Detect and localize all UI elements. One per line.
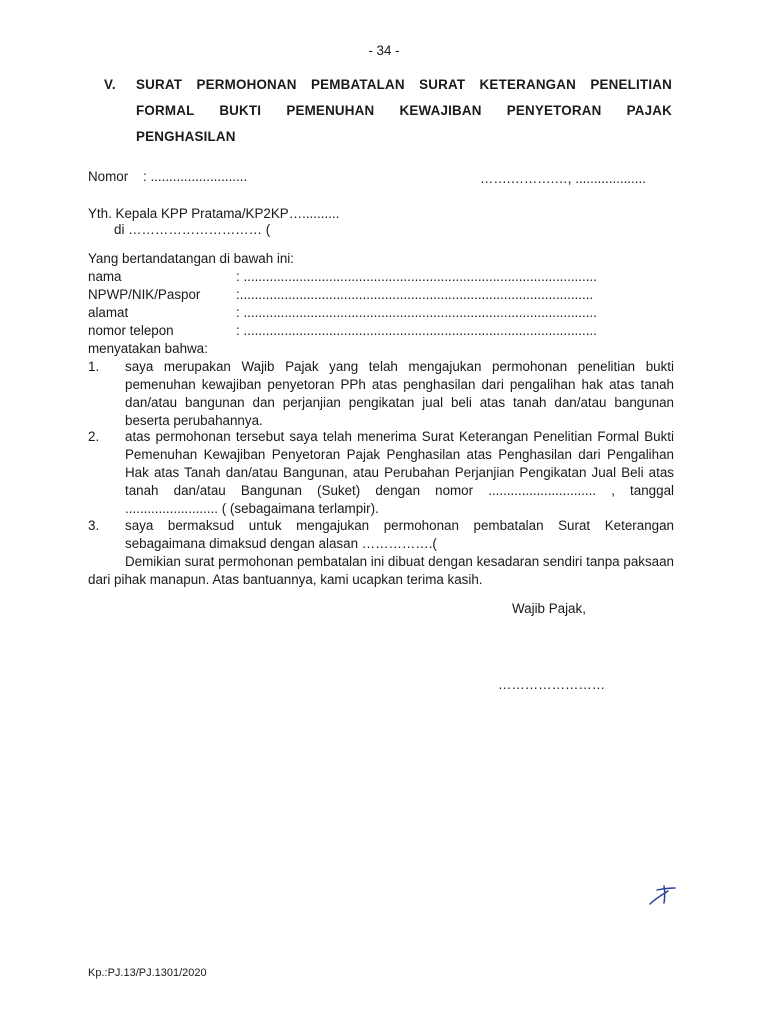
field-value: :...............................................................................................: [236, 287, 594, 302]
list-item-number: 1.: [88, 359, 100, 374]
heading-number: V.: [104, 77, 116, 92]
declaration-intro: menyatakan bahwa:: [88, 341, 208, 356]
document-reference: Kp.:PJ.13/PJ.1301/2020: [88, 967, 207, 979]
signatory-title: Wajib Pajak,: [512, 601, 586, 616]
field-value: : ...............................................................................................: [236, 305, 597, 320]
place-date-line: …….……….…, ...................: [480, 171, 646, 186]
field-label: nomor telepon: [88, 323, 174, 338]
list-item: [88, 517, 674, 553]
list-item-text: saya merupakan Wajib Pajak yang telah mengajukan permohonan penelitian bukti pemenuhan kewajiban penyetoran PPh atas penghasilan dari pengalihan hak atas tanah dan/atau bangunan dan perjanjian pengikatan jual beli atas tanah dan/atau bangunan beserta perubahannya.: [125, 359, 674, 428]
list-item-text: atas permohonan tersebut saya telah menerima Surat Keterangan Penelitian Formal Bukti Pemenuhan Kewajiban Penyetoran Pajak Penghasilan atas Penghasilan dari Pengalihan Hak atas Tanah dan/atau Bangunan, atau Perubahan Perjanjian Pengikatan Jual Beli atas tanah dan/atau Bangunan (Suket) dengan nomor ............................. , tanggal ......................... ( (sebagaimana terlampir).: [125, 429, 674, 516]
list-item-number: 2.: [88, 429, 100, 444]
field-label: NPWP/NIK/Paspor: [88, 287, 201, 302]
initial-mark-icon: [648, 882, 678, 908]
section-heading: [104, 72, 672, 150]
heading-line-2: FORMAL BUKTI PEMENUHAN KEWAJIBAN PENYETORAN PAJAK: [136, 103, 672, 118]
page-number: - 34 -: [368, 43, 400, 58]
addressee-line-1: Yth. Kepala KPP Pratama/KP2KP…..........: [88, 206, 340, 221]
intro-text: Yang bertandatangan di bawah ini:: [88, 251, 294, 266]
list-item: [88, 428, 674, 518]
heading-line-3: PENGHASILAN: [136, 129, 236, 144]
signature-name-line: ……………………: [498, 677, 606, 692]
field-label: alamat: [88, 305, 129, 320]
list-item: [88, 358, 674, 430]
list-item-number: 3.: [88, 518, 100, 533]
field-value: : ...............................................................................................: [236, 323, 597, 338]
closing-paragraph: Demikian surat permohonan pembatalan ini dibuat dengan kesadaran sendiri tanpa paksaan dari pihak manapun. Atas bantuannya, kami ucapkan terima kasih.: [88, 554, 674, 587]
addressee-line-2: di ………………………… (: [114, 222, 271, 237]
nomor-value: : ..........................: [143, 169, 248, 184]
heading-title: [136, 72, 672, 150]
field-value: : ...............................................................................................: [236, 269, 597, 284]
list-item-text: saya bermaksud untuk mengajukan permohonan pembatalan Surat Keterangan sebagaimana dimaksud dengan alasan …………….(: [125, 518, 674, 551]
field-label: nama: [88, 269, 122, 284]
nomor-label: Nomor: [88, 169, 129, 184]
heading-line-1: SURAT PERMOHONAN PEMBATALAN SURAT KETERANGAN PENELITIAN: [136, 77, 672, 92]
